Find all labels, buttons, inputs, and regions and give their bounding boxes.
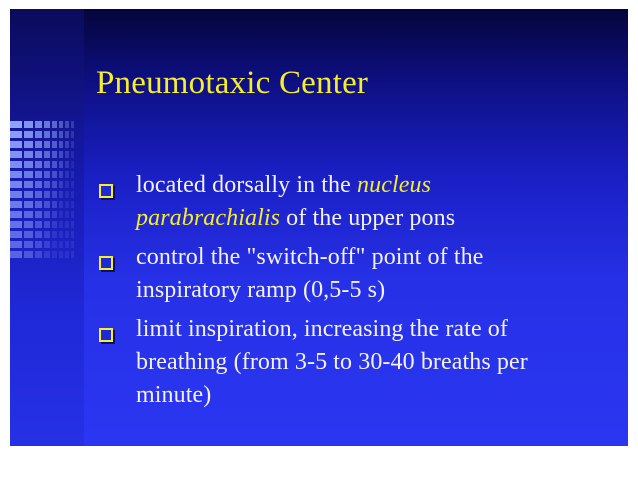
stripe-cell — [52, 141, 57, 148]
stripe-cell — [71, 221, 74, 228]
stripe-cell — [35, 151, 42, 158]
bullet-line: inspiratory ramp (0,5-5 s) — [136, 277, 386, 303]
stripe-cell — [65, 141, 69, 148]
stripe-cell — [35, 231, 42, 238]
stripe-cell — [44, 221, 50, 228]
stripe-cell — [71, 171, 74, 178]
stripe-cell — [59, 151, 63, 158]
bullet-line — [136, 202, 455, 235]
stripe-cell — [65, 241, 69, 248]
stripe-row — [10, 191, 84, 198]
slide-title: Pneumotaxic Center — [96, 65, 369, 101]
stripe-cell — [35, 191, 42, 198]
stripe-cell — [10, 141, 22, 148]
stripe-cell — [24, 121, 33, 128]
stripe-cell — [24, 141, 33, 148]
stripe-cell — [35, 211, 42, 218]
stripe-cell — [24, 151, 33, 158]
stripe-cell — [71, 231, 74, 238]
stripe-cell — [24, 191, 33, 198]
checkbox-square-icon — [99, 256, 113, 270]
stripe-cell — [10, 151, 22, 158]
stripe-cell — [24, 171, 33, 178]
stripe-cell — [35, 251, 42, 258]
stripe-cell — [59, 201, 63, 208]
stripe-cell — [35, 141, 42, 148]
stripe-row — [10, 141, 84, 148]
stripe-cell — [59, 191, 63, 198]
stripe-row — [10, 211, 84, 218]
stripe-cell — [65, 121, 69, 128]
stripe-cell — [35, 241, 42, 248]
stripe-cell — [52, 231, 57, 238]
stripe-cell — [71, 241, 74, 248]
bullet-line: limit inspiration, increasing the rate of — [136, 316, 508, 342]
stripe-row — [10, 251, 84, 258]
stripe-cell — [65, 131, 69, 138]
bullet-text — [136, 169, 455, 235]
stripe-cell — [52, 201, 57, 208]
stripe-row — [10, 241, 84, 248]
stripe-cell — [44, 251, 50, 258]
stripe-cell — [52, 221, 57, 228]
bullet-list — [90, 169, 620, 418]
stripe-cell — [71, 251, 74, 258]
stripe-cell — [52, 161, 57, 168]
bullet-item-switch-off — [90, 241, 620, 307]
stripe-cell — [52, 191, 57, 198]
stripe-cell — [24, 231, 33, 238]
stripe-cell — [71, 211, 74, 218]
stripe-cell — [65, 181, 69, 188]
stripe-cell — [10, 241, 22, 248]
stripe-row — [10, 231, 84, 238]
stripe-cell — [24, 181, 33, 188]
stripe-cell — [10, 191, 22, 198]
stripe-cell — [44, 161, 50, 168]
bullet-item-location — [90, 169, 620, 235]
stripe-cell — [10, 161, 22, 168]
stripe-cell — [71, 161, 74, 168]
stripe-cell — [44, 151, 50, 158]
stripe-cell — [52, 171, 57, 178]
stripe-cell — [24, 161, 33, 168]
stripe-cell — [59, 251, 63, 258]
stripe-cell — [71, 201, 74, 208]
stripe-cell — [10, 231, 22, 238]
bullet-line: control the "switch-off" point of the — [136, 244, 484, 270]
stripe-cell — [44, 231, 50, 238]
stripe-cell — [35, 171, 42, 178]
stripe-cell — [44, 201, 50, 208]
stripe-cell — [24, 131, 33, 138]
stripe-cell — [24, 221, 33, 228]
stripe-cell — [65, 161, 69, 168]
stripe-row — [10, 171, 84, 178]
stripe-cell — [59, 211, 63, 218]
bullet-text-segment: of the upper pons — [280, 205, 456, 231]
checkbox-square-icon — [99, 184, 113, 198]
stripe-cell — [10, 131, 22, 138]
stripe-cell — [59, 181, 63, 188]
stripe-row — [10, 161, 84, 168]
stripe-cell — [10, 221, 22, 228]
stripe-cell — [59, 141, 63, 148]
presentation-slide — [10, 9, 628, 446]
bullet-line — [136, 169, 455, 202]
stripe-cell — [52, 131, 57, 138]
stripe-cell — [35, 221, 42, 228]
stripe-cell — [59, 171, 63, 178]
bullet-line: minute) — [136, 382, 212, 408]
stripe-cell — [65, 231, 69, 238]
stripe-cell — [10, 171, 22, 178]
decorative-stripes — [10, 121, 84, 261]
stripe-cell — [65, 191, 69, 198]
stripe-cell — [44, 131, 50, 138]
stripe-cell — [35, 201, 42, 208]
stripe-cell — [24, 201, 33, 208]
stripe-cell — [52, 241, 57, 248]
stripe-cell — [71, 191, 74, 198]
bullet-text-segment: located dorsally in the — [136, 172, 358, 198]
stripe-cell — [59, 241, 63, 248]
checkbox-square-icon — [99, 328, 113, 342]
term-nucleus: nucleus — [357, 172, 432, 198]
stripe-cell — [59, 161, 63, 168]
stripe-cell — [44, 181, 50, 188]
bullet-text — [136, 313, 528, 412]
stripe-cell — [44, 241, 50, 248]
stripe-cell — [52, 181, 57, 188]
stripe-cell — [24, 241, 33, 248]
stripe-cell — [65, 221, 69, 228]
stripe-cell — [10, 181, 22, 188]
stripe-cell — [10, 251, 22, 258]
stripe-cell — [71, 151, 74, 158]
stripe-cell — [59, 131, 63, 138]
bullet-text — [136, 241, 483, 307]
stripe-cell — [10, 211, 22, 218]
stripe-cell — [10, 121, 22, 128]
stripe-row — [10, 201, 84, 208]
stripe-cell — [65, 151, 69, 158]
term-parabrachialis: parabrachialis — [136, 205, 281, 231]
stripe-cell — [59, 231, 63, 238]
bullet-item-limit-inspiration — [90, 313, 620, 412]
stripe-cell — [52, 121, 57, 128]
bullet-line: breathing (from 3-5 to 30-40 breaths per — [136, 349, 528, 375]
stripe-row — [10, 151, 84, 158]
stripe-row — [10, 221, 84, 228]
stripe-cell — [24, 251, 33, 258]
stripe-cell — [52, 251, 57, 258]
stripe-cell — [71, 141, 74, 148]
stripe-row — [10, 181, 84, 188]
stripe-cell — [65, 201, 69, 208]
stripe-cell — [35, 161, 42, 168]
stripe-cell — [71, 131, 74, 138]
stripe-cell — [71, 181, 74, 188]
stripe-cell — [44, 211, 50, 218]
stripe-cell — [65, 171, 69, 178]
stripe-cell — [44, 171, 50, 178]
stripe-cell — [65, 211, 69, 218]
stripe-cell — [44, 191, 50, 198]
stripe-cell — [52, 211, 57, 218]
stripe-cell — [10, 201, 22, 208]
stripe-row — [10, 121, 84, 128]
stripe-cell — [35, 131, 42, 138]
stripe-cell — [44, 141, 50, 148]
stripe-cell — [59, 121, 63, 128]
stripe-cell — [52, 151, 57, 158]
stripe-cell — [71, 121, 74, 128]
stripe-row — [10, 131, 84, 138]
stripe-cell — [59, 221, 63, 228]
stripe-cell — [24, 211, 33, 218]
stripe-cell — [44, 121, 50, 128]
stripe-cell — [35, 181, 42, 188]
stripe-cell — [65, 251, 69, 258]
stripe-cell — [35, 121, 42, 128]
